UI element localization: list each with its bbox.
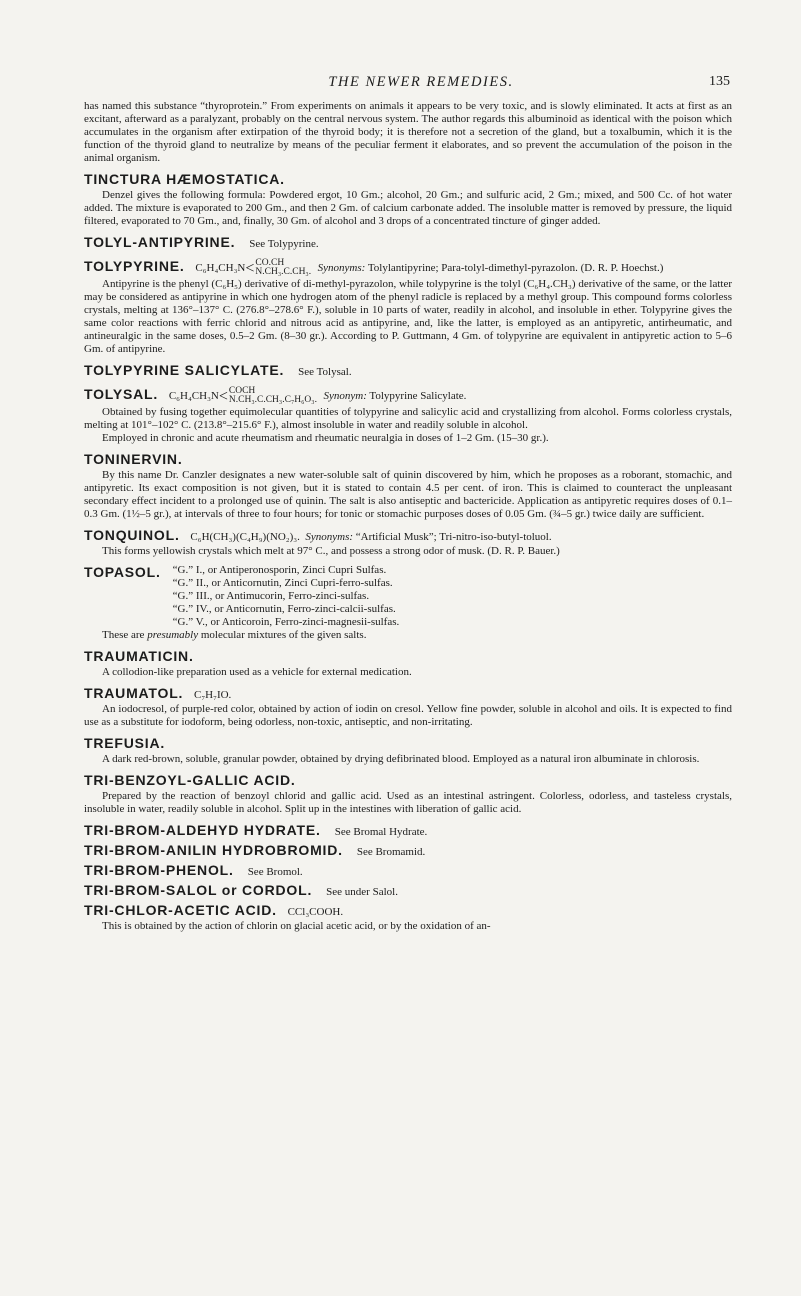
chemical-formula: C₆H(CH₃)(C₄H₉)(NO₂)₃. bbox=[190, 530, 300, 543]
chemical-formula: C₇H₇IO. bbox=[194, 688, 232, 701]
synonyms-label: Synonyms: bbox=[305, 530, 354, 543]
entry-heading: TRI-BROM-PHENOL. bbox=[84, 861, 234, 878]
cross-reference: See Tolypyrine. bbox=[249, 238, 319, 250]
entry-heading: TOLYL-ANTIPYRINE. bbox=[84, 234, 236, 250]
running-head bbox=[112, 74, 730, 94]
entry-heading: TRI-CHLOR-ACETIC ACID. bbox=[84, 901, 277, 918]
entry-text: A collodion-like preparation used as a vehicle for external medication. bbox=[102, 665, 412, 678]
cross-reference: See Bromol. bbox=[247, 865, 303, 878]
entry-text: These are presumably molecular mixtures of the given salts. bbox=[102, 628, 367, 641]
entry-heading: TRAUMATICIN. bbox=[84, 647, 194, 664]
chemical-formula: C₆H₄CH₃N< COCH N.CH₃.C.CH₃.C₇H₆O₃. bbox=[168, 385, 317, 406]
entry-tinctura-haemostatica bbox=[84, 171, 732, 228]
chemical-formula: CCl₃COOH. bbox=[287, 905, 344, 918]
intro-paragraph: has named this substance “thyroprotein.” From experiments on animals it appears to be very toxic, and is slowly eliminated. It acts at first as an excitant, afterward as a paralyzant, probably on the central nervous system. The author regards this albuminoid as identical with the poison which accumulates in the organism after extirpation of the thyroid body; it is therefore not a secretion of the gland, but a toxalbumin, which it is the function of the thyroid gland to neutralize by means of the peculiar ferment it elaborates, and so prevent the accumulation of the poison in the animal organism. bbox=[84, 100, 732, 164]
list-item: “G.” V., or Anticoroin, Ferro-zinci-magnesii-sulfas. bbox=[172, 615, 400, 628]
cross-reference: See Bromamid. bbox=[356, 845, 426, 858]
entry-heading: TOLYSAL. bbox=[84, 385, 159, 402]
chemical-formula: C₆H₄CH₃N< CO.CH N.CH₃.C.CH₃. bbox=[195, 257, 312, 278]
entry-toninervin bbox=[84, 451, 732, 521]
entry-text: A dark red-brown, soluble, granular powder, obtained by drying defibrinated blood. Employed as a natural iron albuminate in chlorosis. bbox=[102, 752, 700, 765]
entry-heading: TINCTURA HÆMOSTATICA. bbox=[84, 171, 285, 187]
synonyms-label: Synonym: bbox=[323, 389, 367, 402]
entry-tri-brom-salol bbox=[84, 882, 732, 900]
entry-tri-brom-phenol bbox=[84, 862, 732, 880]
cross-reference: See Bromal Hydrate. bbox=[334, 825, 428, 838]
entry-trefusia bbox=[84, 735, 732, 766]
entry-text: Antipyrine is the phenyl (C₆H₅) derivative of di-methyl-pyrazolon, while tolypyrine is the tolyl (C₆H₄.CH₃) derivative of the same, or the latter may be considered as antipyrine in which one hydrogen atom of the phenyl radicle is replaced by a methyl group. This compound forms colorless crystals, melting at 136°–137° C. (276.8°–278.6° F.), soluble in 10 parts of water, readily in alcohol, and insoluble in ether. Tolypyrine gives the same color reactions with ferric chlorid and nitrous acid as antipyrine, and, like the latter, is employed as an antipyretic, antirheumatic, and antineuralgic in the same doses, 0.5–2 Gm. (8–30 gr.). According to P. Guttmann, 4 Gm. of tolypyrine are equivalent in antipyretic action to 5–6 Gm. of antipyrine. bbox=[84, 277, 732, 355]
list-item: “G.” IV., or Anticornutin, Ferro-zinci-calcii-sulfas. bbox=[172, 602, 396, 615]
entry-tri-brom-aldehyd-hydrate bbox=[84, 822, 732, 840]
entry-heading: TRI-BROM-ANILIN HYDROBROMID. bbox=[84, 841, 343, 858]
entry-tolyl-antipyrine bbox=[84, 234, 732, 252]
synonyms: Tolypyrine Salicylate. bbox=[369, 389, 467, 402]
entry-tri-chlor-acetic-acid bbox=[84, 902, 732, 933]
entry-heading: TOLYPYRINE. bbox=[84, 258, 185, 274]
entry-tonquinol bbox=[84, 527, 732, 558]
entry-heading: TOLYPYRINE SALICYLATE. bbox=[84, 361, 285, 378]
entry-heading: TONINERVIN. bbox=[84, 450, 183, 467]
entry-topasol bbox=[84, 564, 732, 642]
entry-text: Denzel gives the following formula: Powdered ergot, 10 Gm.; alcohol, 20 Gm.; and sulfuric acid, 2 Gm.; mixed, and 500 Cc. of hot water added. The mixture is evaporated to 200 Gm., and then 2 Gm. of calcium carbonate added. The insoluble matter is removed by pressure, the liquid filtered, evaporated to 70 Gm., and, finally, 30 Gm. of alcohol and 3 drops of a concentrated tincture of ginger added. bbox=[84, 189, 732, 227]
entry-traumaticin bbox=[84, 648, 732, 679]
entry-text: By this name Dr. Canzler designates a new water-soluble salt of quinin discovered by him, which he proposes as a roborant, stomachic, and antipyretic. Its exact composition is not given, but it is stated to contain 4.5 per cent. of iron. This is claimed to counteract the unpleasant secondary effect incident to a prolonged use of quinin. The salt is also antiseptic and bactericide. Application as antipyretic requires doses of 0.1–0.3 Gm. (1½–5 gr.), at intervals of three to four hours; for tonic or stomachic purposes doses of 0.05 Gm. (¾–5 gr.) twice daily are sufficient. bbox=[84, 468, 732, 520]
entry-tolypyrine-salicylate bbox=[84, 362, 732, 380]
list-item: “G.” II., or Anticornutin, Zinci Cupri-ferro-sulfas. bbox=[172, 576, 393, 589]
synonyms-label: Synonyms: bbox=[317, 262, 366, 274]
entry-text: This is obtained by the action of chlorin on glacial acetic acid, or by the oxidation of an- bbox=[102, 919, 491, 932]
synonyms: Tolylantipyrine; Para-tolyl-dimethyl-pyrazolon. (D. R. P. Hoechst.) bbox=[367, 262, 664, 274]
entry-heading: TRI-BROM-ALDEHYD HYDRATE. bbox=[84, 821, 321, 838]
running-head-title: THE NEWER REMEDIES. bbox=[328, 74, 514, 90]
topasol-list bbox=[173, 564, 400, 629]
entry-text: This forms yellowish crystals which melt at 97° C., and possess a strong odor of musk. (D. R. P. Bauer.) bbox=[102, 544, 560, 557]
entry-heading: TRI-BROM-SALOL or CORDOL. bbox=[84, 881, 313, 898]
entry-text: An iodocresol, of purple-red color, obtained by action of iodin on cresol. Yellow fine powder, soluble in alcohol and oils. It is expected to find use as a substitute for iodoform, being odorless, non-toxic, antiseptic, and non-irritating. bbox=[84, 702, 732, 728]
entry-text: Prepared by the reaction of benzoyl chlorid and gallic acid. Used as an intestinal astringent. Colorless, odorless, and tasteless crystals, insoluble in water, readily soluble in alcohol. Split up in the intestines with liberation of gallic acid. bbox=[84, 789, 732, 815]
cross-reference: See under Salol. bbox=[326, 885, 398, 898]
page-body bbox=[84, 100, 732, 933]
entry-heading: TRAUMATOL. bbox=[84, 684, 184, 701]
list-item: “G.” I., or Antiperonosporin, Zinci Cupri Sulfas. bbox=[172, 563, 387, 576]
entry-heading: TONQUINOL. bbox=[84, 526, 180, 543]
synonyms: “Artificial Musk”; Tri-nitro-iso-butyl-toluol. bbox=[355, 530, 552, 543]
entry-heading: TRI-BENZOYL-GALLIC ACID. bbox=[84, 771, 296, 788]
entry-text: Obtained by fusing together equimolecular quantities of tolypyrine and salicylic acid and crystallizing from alcohol. Forms colorless crystals, melting at 101°–102° C. (213.8°–215.6° F.), almost insoluble in water and readily soluble in alcohol. bbox=[84, 405, 732, 431]
entry-text: Employed in chronic and acute rheumatism and rheumatic neuralgia in doses of 1–2 Gm. (15–30 gr.). bbox=[102, 431, 549, 444]
cross-reference: See Tolysal. bbox=[298, 365, 352, 378]
list-item: “G.” III., or Antimucorin, Ferro-zinci-sulfas. bbox=[172, 589, 370, 602]
entry-tri-benzoyl-gallic-acid bbox=[84, 772, 732, 816]
entry-heading: TOPASOL. bbox=[84, 563, 161, 580]
entry-traumatol bbox=[84, 685, 732, 729]
entry-tri-brom-anilin-hydrobromid bbox=[84, 842, 732, 860]
entry-tolypyrine bbox=[84, 258, 732, 356]
page-number: 135 bbox=[709, 74, 730, 89]
entry-heading: TREFUSIA. bbox=[84, 734, 166, 751]
entry-tolysal bbox=[84, 386, 732, 445]
